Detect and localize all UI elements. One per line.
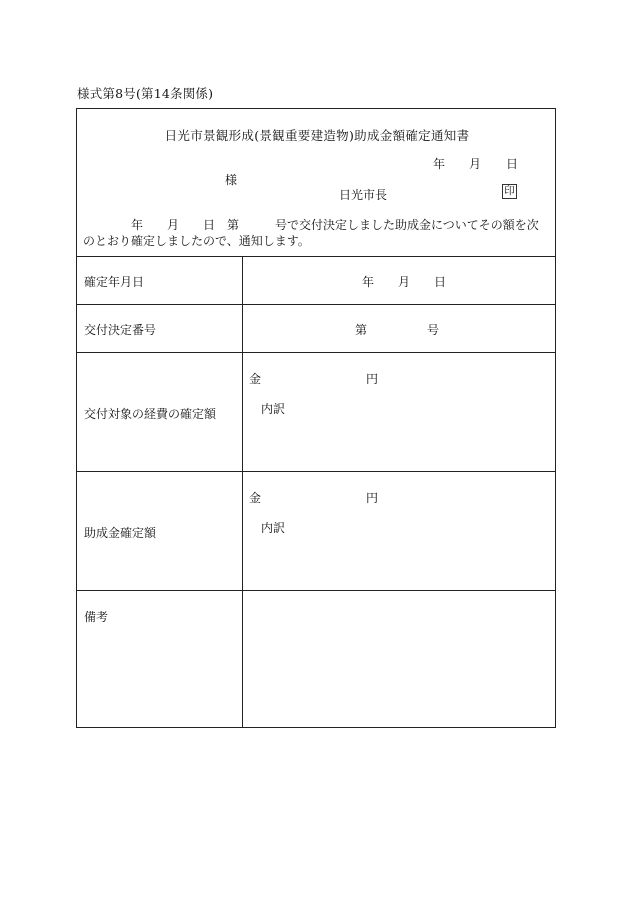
subsidy-amount-unit: 円 [366,491,379,505]
row-divider-4 [77,590,555,591]
date-day: 日 [506,157,519,171]
row-divider-1 [77,304,555,305]
label-decision-number: 交付決定番号 [84,323,157,337]
date-year: 年 [433,157,446,171]
subsidy-amount-prefix: 金 [249,491,262,505]
notice-body-line-2: のとおり確定しましたので、通知します。 [83,234,310,248]
expense-amount-unit: 円 [366,372,379,386]
seal-mark: 印 [502,184,517,199]
date-month: 月 [469,157,482,171]
expense-breakdown-label: 内訳 [261,402,286,416]
column-divider [242,256,243,727]
addressee-suffix: 様 [225,173,238,187]
label-eligible-expense-amount: 交付対象の経費の確定額 [84,407,217,421]
notice-body-line-1: 年 月 日 第 号で交付決定しました助成金についてその額を次 [83,218,539,232]
label-subsidy-amount: 助成金確定額 [84,526,157,540]
notice-body [83,217,551,249]
subsidy-breakdown-label: 内訳 [261,521,286,535]
form-number: 様式第8号(第14条関係) [77,86,214,101]
expense-amount-prefix: 金 [249,372,262,386]
document-title: 日光市景観形成(景観重要建造物)助成金額確定通知書 [164,128,470,143]
value-decision-number-prefix: 第 [355,323,368,337]
issuer-name: 日光市長 [339,188,388,202]
label-confirmation-date: 確定年月日 [84,275,145,289]
notice-form [76,108,556,728]
value-confirmation-date: 年 月 日 [362,275,447,289]
label-remarks: 備考 [84,610,109,624]
value-decision-number-suffix: 号 [427,323,440,337]
row-divider-2 [77,352,555,353]
row-divider-3 [77,471,555,472]
table-top-border [77,256,555,257]
